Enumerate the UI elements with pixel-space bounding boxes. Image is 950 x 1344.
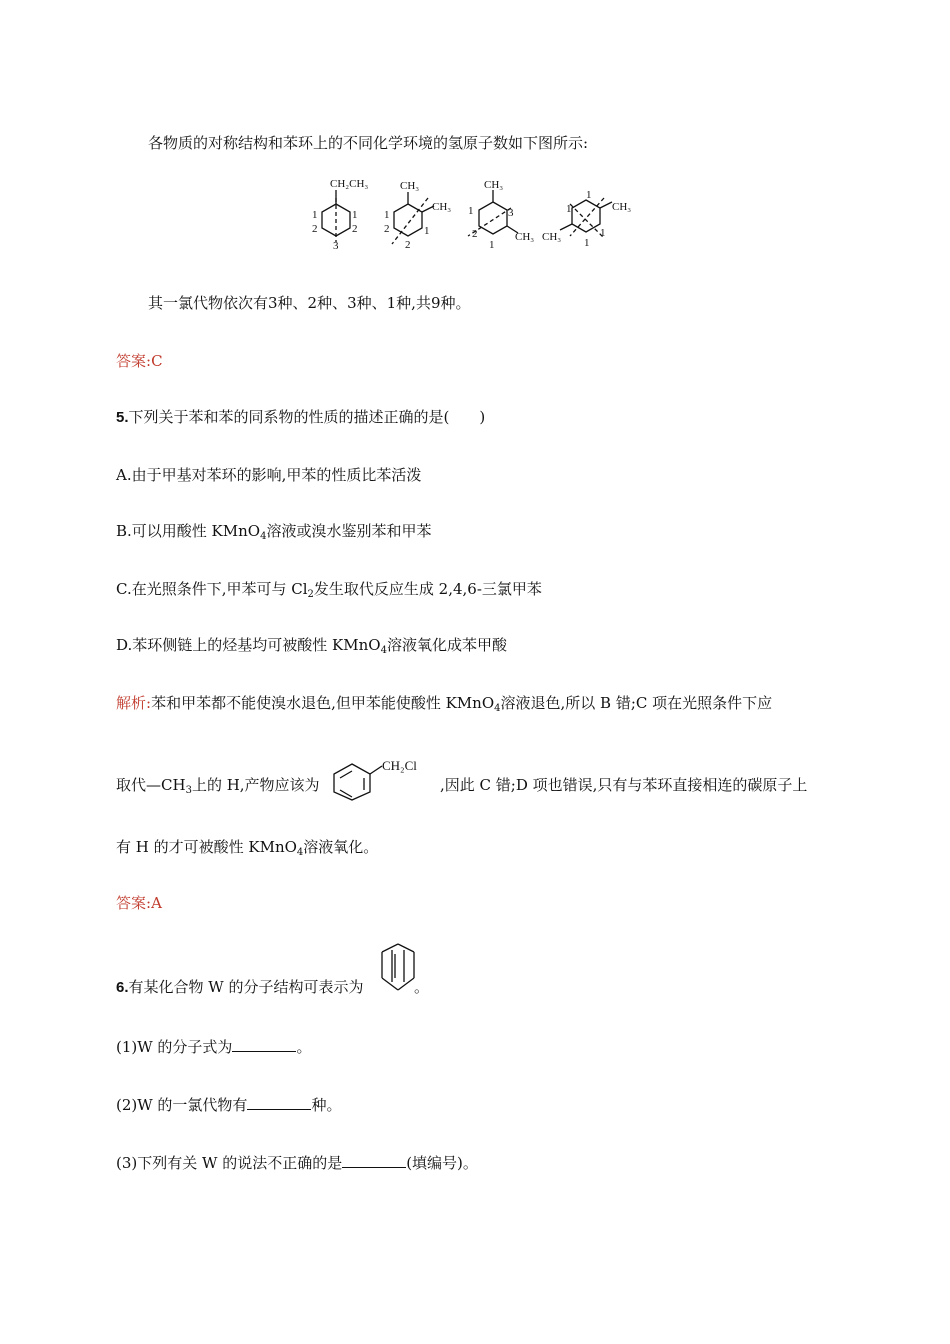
answer-label: 答案: [116,352,152,370]
benzyl-chloride-structure [330,752,438,806]
fig-label: 1 [424,225,430,237]
answer-blank[interactable] [232,1037,296,1052]
fig-ch3-label: CH₃ [515,231,535,243]
fig-ch3-label: CH₃ [432,201,452,213]
part-text-end: 种。 [311,1096,342,1114]
fig-label: 2 [472,228,478,240]
question-6-stem [116,976,363,999]
fig-ch3-label: CH₃ [484,179,504,191]
symmetry-structures-figure [308,176,648,256]
part-text: (3)下列有关 W 的说法不正确的是 [116,1154,343,1172]
fig-label: 3 [508,207,514,219]
option-c-text-end: 发生取代反应生成 2,4,6-三氯甲苯 [313,580,542,598]
fig-label: 2 [352,223,358,235]
subscript: 3 [185,785,192,796]
answer-value: C [151,352,163,370]
q6-part-2 [116,1094,341,1116]
analysis-line-1 [116,692,772,720]
question-5-stem [116,406,485,429]
conclusion-text: 其一氯代物依次有3种、2种、3种、1种,共9种。 [148,294,471,312]
option-b [116,520,431,548]
ch2cl-label: CH₂Cl [382,758,417,773]
answer-value: A [151,894,162,912]
analysis-text: 取代—CH [116,776,186,794]
question-6-stem-end: 。 [414,978,430,996]
part-text: (1)W 的分子式为 [116,1038,233,1056]
subscript: 4 [380,645,387,656]
analysis-text: 溶液氧化。 [303,838,379,856]
subscript: 2 [307,589,314,600]
analysis-line-2-end: ,因此 C 错;D 项也错误,只有与苯环直接相连的碳原子上 [440,776,808,794]
part-text-end: (填编号)。 [406,1154,478,1172]
fig-label: 1 [566,203,572,215]
answer-label: 答案: [116,894,152,912]
answer-blank[interactable] [342,1153,406,1168]
q6-part-3 [116,1152,478,1174]
question-text: 下列关于苯和苯的同系物的性质的描述正确的是( ) [128,408,486,426]
option-b-text-end: 溶液或溴水鉴别苯和甲苯 [266,522,432,540]
analysis-text: 有 H 的才可被酸性 KMnO [116,838,297,856]
intro-text: 各物质的对称结构和苯环上的不同化学环境的氢原子数如下图所示: [148,134,589,152]
analysis-text: 苯和甲苯都不能使溴水退色,但甲苯能使酸性 KMnO [151,694,495,712]
analysis-line-3 [116,836,378,864]
option-d-text: D.苯环侧链上的烃基均可被酸性 KMnO [116,636,381,654]
question-text: 有某化合物 W 的分子结构可表示为 [128,978,364,996]
fig-label: 1 [489,239,495,251]
q6-part-1 [116,1036,311,1058]
answer-2 [116,892,162,914]
option-b-text: B.可以用酸性 KMnO [116,522,261,540]
fig-ch3-label: CH₃ [400,180,420,192]
fig-label: 2 [384,223,390,235]
option-d-text-end: 溶液氧化成苯甲酸 [386,636,507,654]
answer-blank[interactable] [247,1095,311,1110]
fig-ethyl-label: CH₂CH₃ [330,178,369,190]
fig-label: 1 [468,205,474,217]
fig-label: 1 [384,209,390,221]
subscript: 4 [260,531,267,542]
fig-label: 1 [312,209,318,221]
fig-label: 2 [405,239,411,251]
answer-1 [116,350,163,372]
option-a: A.由于甲基对苯环的影响,甲苯的性质比苯活泼 [116,466,422,484]
fig-ch3-label: CH₃ [542,231,562,243]
analysis-text: 溶液退色,所以 B 错;C 项在光照条件下应 [500,694,773,712]
part-text: (2)W 的一氯代物有 [116,1096,248,1114]
fig-label: 1 [352,209,358,221]
fig-label: 3 [333,240,339,252]
fig-ch3-label: CH₃ [612,201,632,213]
question-number: 5. [116,409,129,426]
option-c [116,578,542,606]
compound-w-structure [378,942,418,996]
analysis-text: 上的 H,产物应该为 [191,776,320,794]
fig-label: 1 [586,189,592,201]
fig-label: 2 [312,223,318,235]
fig-label: 1 [584,237,590,249]
fig-label: 1 [600,227,606,239]
option-d [116,634,507,662]
subscript: 4 [296,847,304,858]
analysis-line-2 [116,774,320,802]
option-c-text: C.在光照条件下,甲苯可与 Cl [116,580,308,598]
question-number: 6. [116,979,129,996]
part-text-end: 。 [296,1038,312,1056]
subscript: 4 [494,703,501,714]
analysis-label: 解析: [116,694,152,712]
